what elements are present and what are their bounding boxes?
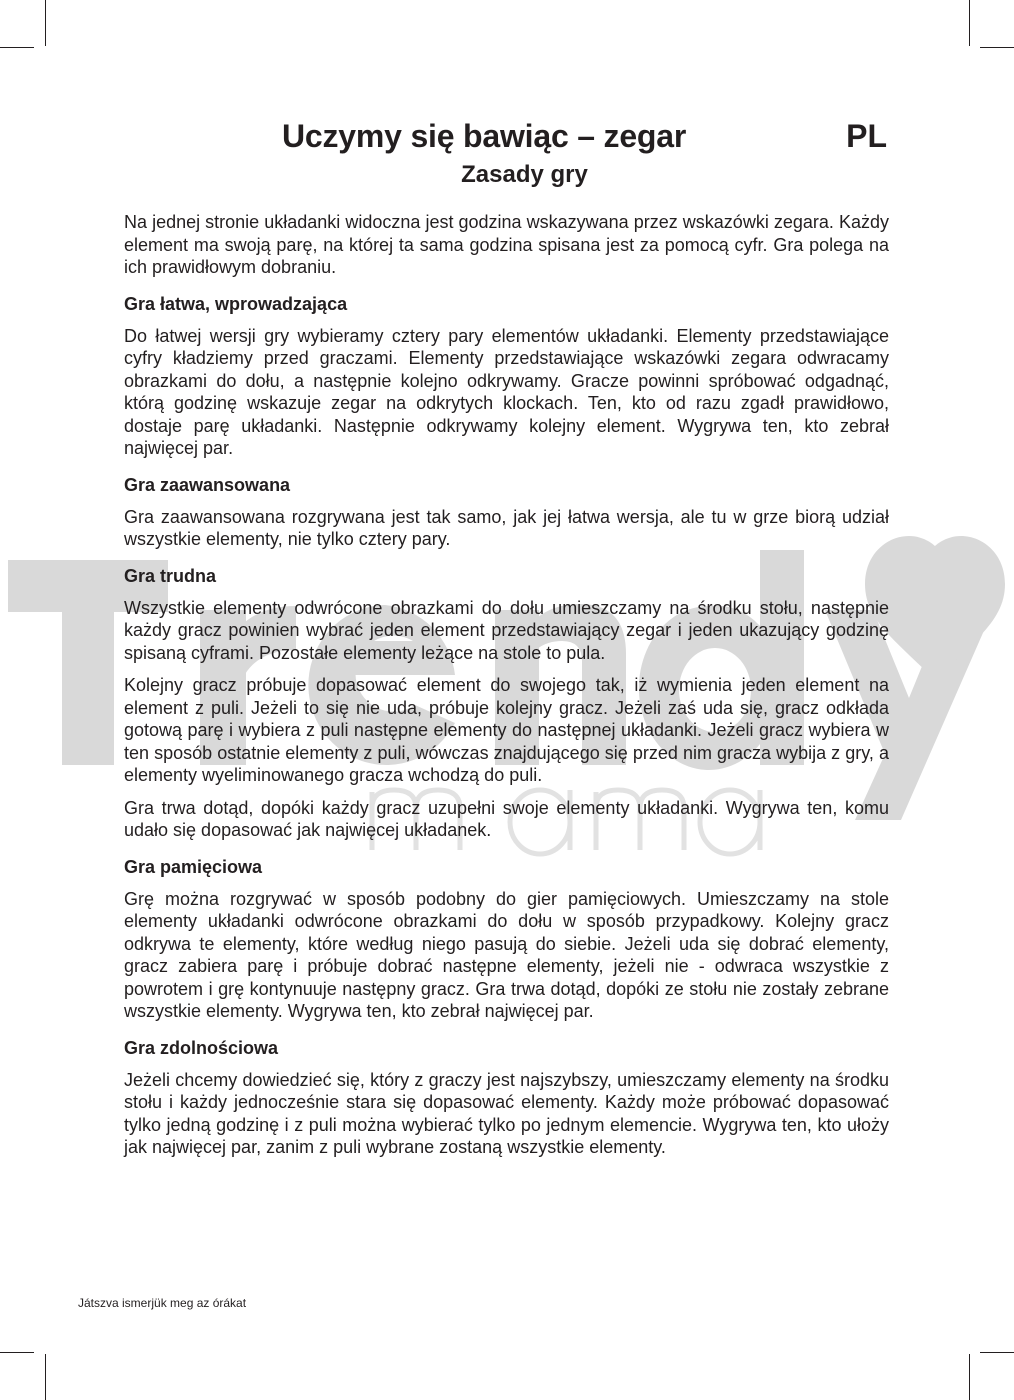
language-code: PL [846, 118, 887, 154]
section-heading: Gra trudna [124, 565, 217, 586]
rules-body [124, 211, 889, 1159]
section-heading: Gra łatwa, wprowadzająca [124, 293, 348, 314]
section-paragraph: Wszystkie elementy odwrócone obrazkami do dołu umieszczamy na środku stołu, następnie każdy gracz powinien wybrać jeden element przedstawiający zegar i jeden ukazujący godzinę spisaną cyframi. Pozostałe elementy leżące na stole to pula. [124, 597, 889, 663]
section-paragraph: Grę można rozgrywać w sposób podobny do gier pamięciowych. Umieszczamy na stole elementy układanki odwrócone obrazkami do dołu w sposób przypadkowy. Kolejny gracz odkrywa te elementy, które według niego pasują do siebie. Jeżeli uda się dobrać elementy, gracz zabiera parę i próbuje dobrać następne elementy, jeżeli nie - odwraca wszystkie z powrotem i grę kontynuuje następny gracz. Gra trwa dotąd, dopóki ze stołu nie zostały zebrane wszystkie elementy. Wygrywa ten, kto zebrał najwięcej par. [124, 888, 889, 1021]
section-heading: Gra zaawansowana [124, 474, 291, 495]
page-subtitle: Zasady gry [461, 161, 588, 188]
title-row [124, 118, 889, 160]
footer-text: Játszva ismerjük meg az órákat [78, 1296, 247, 1310]
page-title: Uczymy się bawiąc – zegar [282, 118, 687, 154]
section-paragraph: Jeżeli chcemy dowiedzieć się, który z graczy jest najszybszy, umieszczamy elementy na środku stołu i każdy jednocześnie stara się dopasować elementy. Każdy może próbować dopasować tylko jedną godzinę i z puli można wybierać tylko po jednym elemencie. Wygrywa ten, kto ułoży jak najwięcej par, zanim z puli wybrane zostaną wszystkie elementy. [124, 1069, 889, 1157]
page-content [124, 118, 889, 1169]
section-paragraph: Gra zaawansowana rozgrywana jest tak samo, jak jej łatwa wersja, ale tu w grze biorą udział wszystkie elementy, nie tylko cztery pary. [124, 506, 889, 549]
section-paragraph: Gra trwa dotąd, dopóki każdy gracz uzupełni swoje elementy układanki. Wygrywa ten, komu udało się dopasować jak najwięcej układanek. [124, 797, 889, 840]
section-paragraph: Do łatwej wersji gry wybieramy cztery pary elementów układanki. Elementy przedstawiające cyfry kładziemy przed graczami. Elementy przedstawiające wskazówki zegara odwracamy obrazkami do dołu, a następnie kolejno odkrywamy. Gracze powinni spróbować odgadnąć, którą godzinę wskazuje zegar na odkrytych klockach. Ten, kto od razu zgadł prawidłowo, dostaje parę układanki. Następnie odkrywamy kolejny element. Wygrywa ten, kto zebrał najwięcej par. [124, 325, 889, 458]
section-heading: Gra zdolnościowa [124, 1037, 279, 1058]
intro-paragraph: Na jednej stronie układanki widoczna jest godzina wskazywana przez wskazówki zegara. Każdy element ma swoją parę, na której ta sama godzina spisana jest za pomocą cyfr. Gra polega na ich prawidłowym dobraniu. [124, 212, 889, 277]
section-paragraph: Kolejny gracz próbuje dopasować element do swojego tak, iż wymienia jeden element na element z puli. Jeżeli to się nie uda, próbuje kolejny gracz. Jeżeli zaś uda się, gracz odkłada gotową parę i wybiera z puli następne elementy do następnej układanki. Jeżeli gracz wybiera w ten sposób ostatnie elementy z puli, wówczas znajdującego się przed nim gracza wybija z gry, a elementy wyeliminowanego gracza wchodzą do puli. [124, 675, 889, 785]
section-heading: Gra pamięciowa [124, 856, 263, 877]
